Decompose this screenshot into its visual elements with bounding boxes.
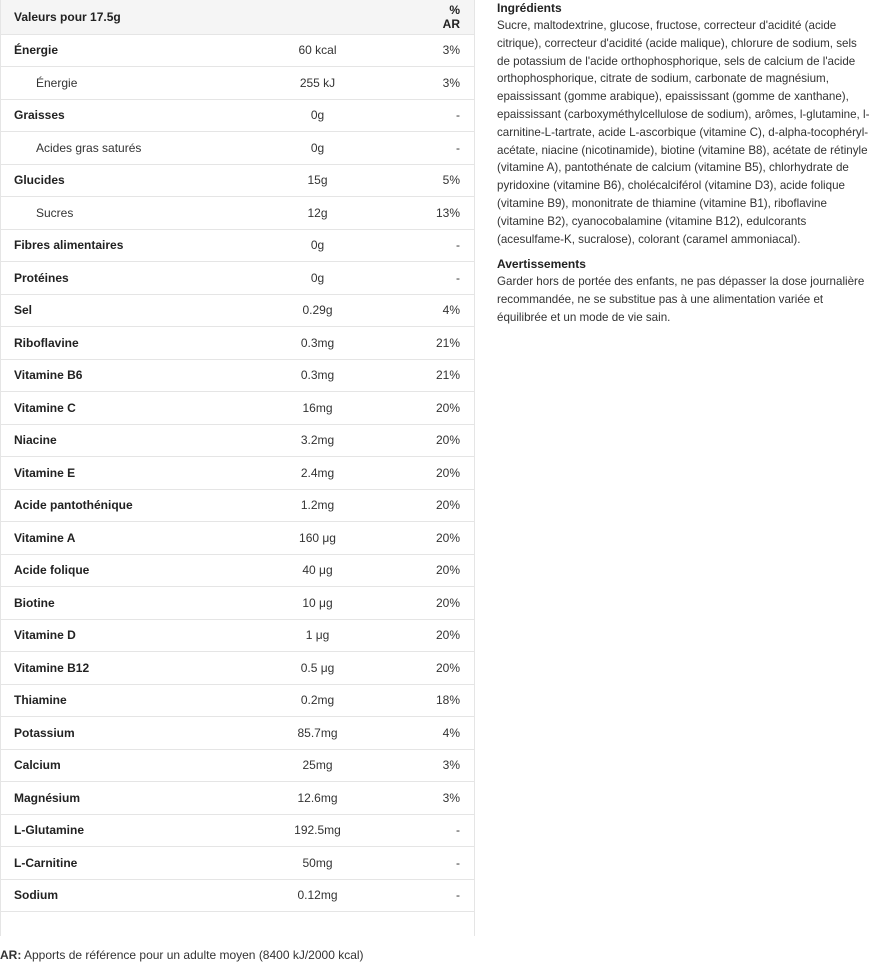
nutrient-name: Fibres alimentaires <box>0 229 200 262</box>
nutrition-row <box>0 294 474 327</box>
nutrition-row <box>0 327 474 360</box>
nutrition-row <box>0 424 474 457</box>
nutrition-row <box>0 229 474 262</box>
nutrition-row <box>0 684 474 717</box>
nutrition-row <box>0 717 474 750</box>
nutrition-row <box>0 652 474 685</box>
nutrient-name: L-Glutamine <box>0 814 200 847</box>
nutrition-row <box>0 782 474 815</box>
nutrient-value: 85.7mg <box>200 717 435 750</box>
footnote-text: Apports de référence pour un adulte moyen (8400 kJ/2000 kcal) <box>21 948 364 962</box>
nutrient-ar-percent: 20% <box>435 652 474 685</box>
nutrient-name: Sodium <box>0 879 200 912</box>
nutrient-name: Vitamine D <box>0 619 200 652</box>
nutrient-value: 160 μg <box>200 522 435 555</box>
nutrient-value: 0.3mg <box>200 359 435 392</box>
nutrient-ar-percent: 20% <box>435 522 474 555</box>
nutrient-value: 60 kcal <box>200 34 435 67</box>
nutrient-value: 12g <box>200 197 435 230</box>
nutrient-ar-percent: 20% <box>435 424 474 457</box>
nutrient-value: 3.2mg <box>200 424 435 457</box>
nutrient-value: 0.2mg <box>200 684 435 717</box>
nutrition-row <box>0 34 474 67</box>
nutrient-ar-percent: - <box>435 847 474 880</box>
nutrient-name: Vitamine E <box>0 457 200 490</box>
nutrient-value: 0.29g <box>200 294 435 327</box>
nutrient-value: 0.5 μg <box>200 652 435 685</box>
nutrient-value: 1.2mg <box>200 489 435 522</box>
nutrient-value: 50mg <box>200 847 435 880</box>
nutrient-name: Sel <box>0 294 200 327</box>
header-ar: % AR <box>435 0 474 34</box>
nutrient-name: Biotine <box>0 587 200 620</box>
warnings-title: Avertissements <box>497 257 586 272</box>
footnote-label: AR: <box>0 948 22 962</box>
nutrient-value: 15g <box>200 164 435 197</box>
nutrient-value: 12.6mg <box>200 782 435 815</box>
header-serving-size: Valeurs pour 17.5g <box>0 0 200 34</box>
nutrient-value: 0.12mg <box>200 879 435 912</box>
nutrient-ar-percent: 20% <box>435 392 474 425</box>
nutrient-name: Vitamine A <box>0 522 200 555</box>
nutrient-name: Glucides <box>0 164 200 197</box>
nutrient-name: Vitamine B6 <box>0 359 200 392</box>
nutrient-value: 0.3mg <box>200 327 435 360</box>
nutrient-name: Sucres <box>0 197 200 230</box>
nutrition-row <box>0 847 474 880</box>
footnote <box>0 948 364 962</box>
nutrient-value: 16mg <box>200 392 435 425</box>
nutrient-name: Acide pantothénique <box>0 489 200 522</box>
product-info-panel <box>497 0 871 327</box>
nutrient-value: 0g <box>200 262 435 295</box>
nutrient-name: Vitamine C <box>0 392 200 425</box>
nutrient-value: 0g <box>200 99 435 132</box>
nutrient-ar-percent: 20% <box>435 587 474 620</box>
nutrition-row <box>0 587 474 620</box>
nutrition-row <box>0 489 474 522</box>
nutrition-table-body <box>0 34 474 912</box>
nutrition-row <box>0 99 474 132</box>
nutrition-row <box>0 879 474 912</box>
nutrient-ar-percent: - <box>435 99 474 132</box>
nutrient-ar-percent: 20% <box>435 457 474 490</box>
warnings-text: Garder hors de portée des enfants, ne pas dépasser la dose journalière recommandée, ne se substitue pas à une alimentation variée et équilibrée et un mode de vie sain. <box>497 275 865 324</box>
nutrition-row <box>0 619 474 652</box>
nutrient-value: 10 μg <box>200 587 435 620</box>
nutrient-ar-percent: 3% <box>435 67 474 100</box>
nutrient-ar-percent: - <box>435 132 474 165</box>
header-value <box>200 0 435 34</box>
nutrition-row <box>0 814 474 847</box>
nutrition-row <box>0 164 474 197</box>
nutrient-ar-percent: 20% <box>435 619 474 652</box>
nutrient-ar-percent: 21% <box>435 359 474 392</box>
nutrient-name: Potassium <box>0 717 200 750</box>
nutrient-ar-percent: 5% <box>435 164 474 197</box>
nutrient-name: Acide folique <box>0 554 200 587</box>
nutrient-name: Magnésium <box>0 782 200 815</box>
nutrient-ar-percent: - <box>435 814 474 847</box>
nutrient-name: Graisses <box>0 99 200 132</box>
nutrient-name: Niacine <box>0 424 200 457</box>
ingredients-section <box>497 0 871 248</box>
nutrient-ar-percent: 3% <box>435 749 474 782</box>
nutrient-ar-percent: - <box>435 262 474 295</box>
nutrient-ar-percent: 3% <box>435 782 474 815</box>
nutrient-value: 1 μg <box>200 619 435 652</box>
nutrient-value: 25mg <box>200 749 435 782</box>
nutrient-name: L-Carnitine <box>0 847 200 880</box>
nutrition-row <box>0 554 474 587</box>
nutrient-ar-percent: - <box>435 879 474 912</box>
nutrient-ar-percent: - <box>435 229 474 262</box>
nutrient-ar-percent: 3% <box>435 34 474 67</box>
nutrient-ar-percent: 20% <box>435 489 474 522</box>
nutrient-name: Thiamine <box>0 684 200 717</box>
nutrient-name: Acides gras saturés <box>0 132 200 165</box>
nutrient-name: Vitamine B12 <box>0 652 200 685</box>
nutrient-name: Énergie <box>0 34 200 67</box>
nutrition-row <box>0 262 474 295</box>
nutrition-row <box>0 392 474 425</box>
nutrition-row <box>0 197 474 230</box>
nutrient-name: Énergie <box>0 67 200 100</box>
nutrient-ar-percent: 4% <box>435 717 474 750</box>
nutrient-value: 0g <box>200 229 435 262</box>
nutrient-name: Calcium <box>0 749 200 782</box>
nutrient-value: 192.5mg <box>200 814 435 847</box>
nutrition-row <box>0 359 474 392</box>
nutrition-row <box>0 522 474 555</box>
nutrient-name: Protéines <box>0 262 200 295</box>
nutrient-ar-percent: 13% <box>435 197 474 230</box>
nutrient-ar-percent: 18% <box>435 684 474 717</box>
nutrient-ar-percent: 21% <box>435 327 474 360</box>
nutrient-value: 255 kJ <box>200 67 435 100</box>
nutrient-value: 40 μg <box>200 554 435 587</box>
nutrition-row <box>0 67 474 100</box>
nutrient-value: 2.4mg <box>200 457 435 490</box>
warnings-section <box>497 256 871 326</box>
ingredients-text: Sucre, maltodextrine, glucose, fructose, correcteur d'acidité (acide citrique), correcteur d'acidité (acide malique), chlorure de sodium, sels de potassium de l'acide orthophosphorique, sels de calcium de l'acide orthophosphorique, citrate de sodium, carbonate de magnésium, epaississant (gomme arabique), epaississant (gomme de xanthane), epaississant (carboxyméthylcellulose de sodium), arômes, l-glutamine, l-carnitine-L-tartrate, acide L-ascorbique (vitamine C), d-alpha-tocophéryl-acétate, niacine (nicotinamide), biotine (vitamine B8), acétate de rétinyle (vitamine A), pantothénate de calcium (vitamine B5), chlorhydrate de pyridoxine (vitamine B6), cholécalciférol (vitamine D3), acide folique (vitamine B9), mononitrate de thiamine (vitamine B1), riboflavine (vitamine B2), cyanocobalamine (vitamine B12), edulcorants (acesulfame-K, sucralose), colorant (caramel ammoniacal). <box>497 19 870 246</box>
nutrient-ar-percent: 20% <box>435 554 474 587</box>
nutrition-row <box>0 457 474 490</box>
nutrient-value: 0g <box>200 132 435 165</box>
nutrition-row <box>0 749 474 782</box>
nutrition-row <box>0 132 474 165</box>
ingredients-title: Ingrédients <box>497 1 562 15</box>
nutrient-name: Riboflavine <box>0 327 200 360</box>
nutrition-table-header <box>0 0 474 34</box>
nutrient-ar-percent: 4% <box>435 294 474 327</box>
